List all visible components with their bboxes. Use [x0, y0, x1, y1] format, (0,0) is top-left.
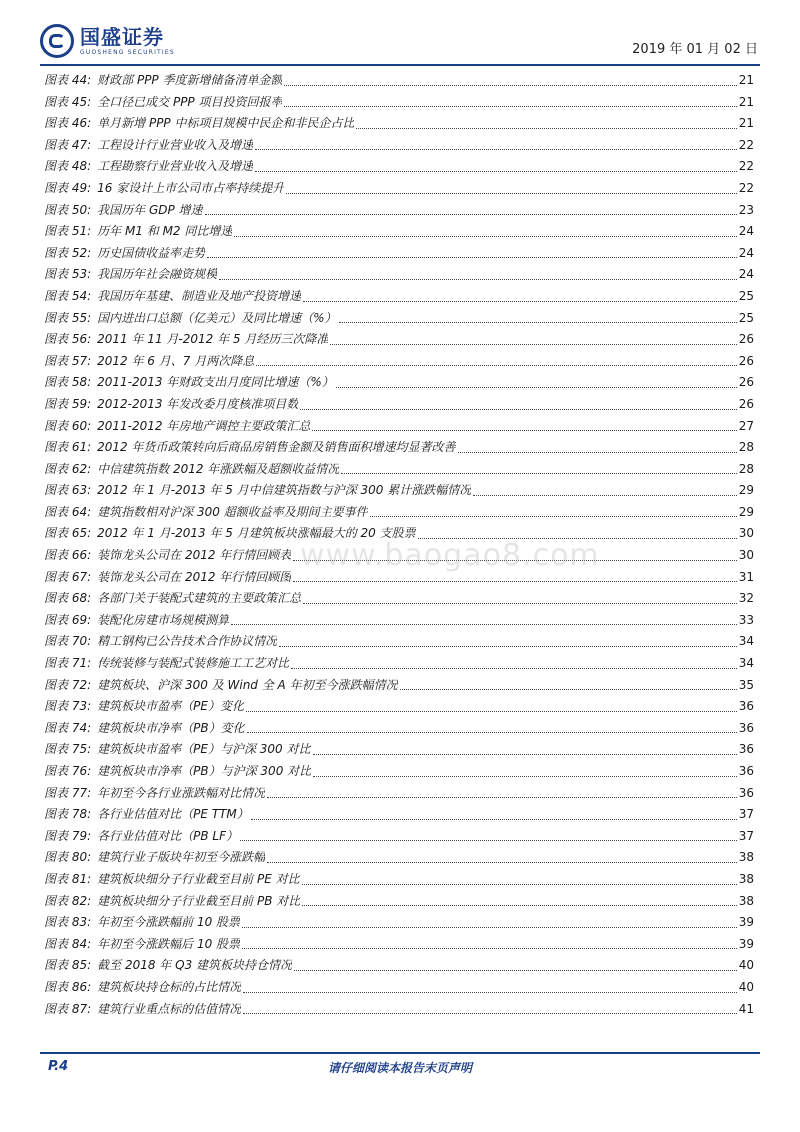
toc-dot-leader: [207, 257, 737, 258]
toc-entry[interactable]: [44, 955, 754, 977]
toc-entry[interactable]: [44, 264, 754, 286]
toc-dot-leader: [293, 581, 736, 582]
toc-entry-title: 2011-2013 年财政支出月度同比增速（%）: [97, 375, 334, 390]
toc-entry-page: 35: [738, 677, 754, 692]
toc-entry[interactable]: [44, 869, 754, 891]
toc-entry-page: 40: [738, 958, 754, 973]
toc-entry[interactable]: [44, 243, 754, 265]
toc-entry[interactable]: [44, 178, 754, 200]
toc-entry-title: 各部门关于装配式建筑的主要政策汇总: [97, 591, 302, 606]
toc-dot-leader: [242, 948, 737, 949]
toc-entry-page: 39: [738, 936, 754, 951]
toc-entry-number: 图表 67:: [44, 569, 92, 584]
toc-entry-title: 我国历年社会融资规模: [97, 267, 218, 282]
toc-dot-leader: [302, 884, 737, 885]
toc-entry-title: 国内进出口总额（亿美元）及同比增速（%）: [97, 310, 337, 325]
toc-entry-page: 22: [738, 137, 754, 152]
toc-entry[interactable]: [44, 696, 754, 718]
toc-dot-leader: [243, 992, 737, 993]
toc-entry-number: 图表 66:: [44, 548, 92, 563]
page-number: P.4: [48, 1059, 69, 1074]
toc-entry-page: 26: [738, 353, 754, 368]
toc-entry-number: 图表 58:: [44, 375, 92, 390]
toc-entry-number: 图表 46:: [44, 116, 92, 131]
toc-dot-leader: [284, 106, 736, 107]
toc-entry-number: 图表 82:: [44, 893, 92, 908]
toc-entry-title: 建筑板块市盈率（PE）与沪深 300 对比: [97, 742, 311, 757]
toc-entry-page: 24: [738, 267, 754, 282]
toc-entry-number: 图表 85:: [44, 958, 92, 973]
toc-entry-page: 38: [738, 871, 754, 886]
toc-entry-page: 33: [738, 612, 754, 627]
toc-entry-title: 年初至今涨跌幅后 10 股票: [97, 936, 241, 951]
toc-entry[interactable]: [44, 804, 754, 826]
toc-entry[interactable]: [44, 200, 754, 222]
toc-dot-leader: [300, 409, 736, 410]
logo-mark-icon: [40, 24, 74, 58]
toc-entry-number: 图表 57:: [44, 353, 92, 368]
toc-entry[interactable]: [44, 631, 754, 653]
toc-entry-page: 41: [738, 1001, 754, 1016]
toc-entry-title: 建筑行业子版块年初至今涨跌幅: [97, 850, 266, 865]
page-header: [40, 20, 760, 62]
toc-entry-page: 26: [738, 375, 754, 390]
toc-entry-title: 建筑板块、沪深 300 及 Wind 全 A 年初至今涨跌幅情况: [97, 677, 398, 692]
toc-dot-leader: [458, 452, 737, 453]
toc-entry-number: 图表 52:: [44, 245, 92, 260]
footer-disclaimer: 请仔细阅读本报告末页声明: [327, 1061, 472, 1075]
toc-entry-number: 图表 76:: [44, 764, 92, 778]
report-date: 2019 年 01 月 02 日: [632, 42, 758, 57]
toc-entry[interactable]: [44, 718, 754, 740]
toc-entry-number: 图表 60:: [44, 418, 92, 433]
toc-entry[interactable]: [44, 502, 754, 524]
toc-entry-title: 2012 年 1 月-2013 年 5 月中信建筑指数与沪深 300 累计涨跌幅情况: [97, 483, 472, 498]
toc-entry[interactable]: [44, 156, 754, 178]
toc-entry[interactable]: [44, 308, 754, 330]
toc-entry[interactable]: [44, 416, 754, 438]
toc-entry-page: 28: [738, 440, 754, 455]
toc-entry-page: 30: [738, 526, 754, 541]
toc-entry-title: 装饰龙头公司在 2012 年行情回顾图: [97, 569, 292, 584]
toc-entry-title: 历史国债收益率走势: [97, 245, 206, 260]
toc-entry-title: 建筑板块市盈率（PE）变化: [97, 699, 244, 714]
toc-entry-page: 31: [738, 569, 754, 584]
toc-entry[interactable]: [44, 826, 754, 848]
toc-entry[interactable]: [44, 675, 754, 697]
toc-entry[interactable]: [44, 394, 754, 416]
toc-entry-number: 图表 44:: [44, 73, 92, 87]
toc-entry-title: 各行业估值对比（PE TTM）: [97, 807, 249, 822]
toc-dot-leader: [336, 387, 737, 388]
toc-dot-leader: [219, 279, 737, 280]
toc-entry-page: 38: [738, 850, 754, 865]
toc-entry-title: 中信建筑指数 2012 年涨跌幅及超额收益情况: [97, 461, 340, 476]
toc-entry-page: 36: [738, 764, 754, 778]
toc-entry-number: 图表 69:: [44, 612, 92, 627]
toc-entry-page: 21: [738, 94, 754, 109]
toc-entry[interactable]: [44, 653, 754, 675]
toc-entry-page: 36: [738, 742, 754, 757]
toc-entry-page: 37: [738, 828, 754, 843]
toc-dot-leader: [234, 236, 736, 237]
toc-entry-title: 16 家设计上市公司市占率持续提升: [97, 180, 285, 195]
toc-entry-number: 图表 47:: [44, 137, 92, 152]
toc-entry-title: 2012 年 1 月-2013 年 5 月建筑板块涨幅最大的 20 支股票: [97, 526, 416, 541]
toc-entry-title: 装配化房建市场规模测算: [97, 612, 230, 627]
toc-entry-title: 我国历年 GDP 增速: [97, 202, 203, 217]
toc-entry-page: 26: [738, 396, 754, 411]
toc-entry[interactable]: [44, 135, 754, 157]
toc-dot-leader: [251, 819, 737, 820]
toc-entry-page: 37: [738, 807, 754, 822]
toc-entry-page: 26: [738, 332, 754, 347]
toc-entry-number: 图表 61:: [44, 440, 92, 455]
toc-entry[interactable]: [44, 221, 754, 243]
toc-entry-number: 图表 80:: [44, 850, 92, 865]
toc-entry[interactable]: [44, 329, 754, 351]
toc-dot-leader: [242, 927, 737, 928]
toc-entry[interactable]: [44, 113, 754, 135]
toc-entry[interactable]: [44, 610, 754, 632]
toc-entry-page: 29: [738, 504, 754, 519]
toc-entry[interactable]: [44, 847, 754, 869]
toc-dot-leader: [284, 85, 736, 86]
toc-entry[interactable]: [44, 891, 754, 913]
toc-dot-leader: [313, 776, 737, 777]
toc-entry-title: 工程勘察行业营业收入及增速: [97, 159, 254, 174]
toc-entry-title: 年初至今涨跌幅前 10 股票: [97, 915, 241, 930]
toc-dot-leader: [291, 668, 737, 669]
toc-entry[interactable]: [44, 588, 754, 610]
toc-entry-page: 36: [738, 699, 754, 714]
toc-entry-title: 建筑板块市净率（PB）与沪深 300 对比: [97, 764, 312, 778]
toc-entry-title: 工程设计行业营业收入及增速: [97, 137, 254, 152]
toc-entry-page: 28: [738, 461, 754, 476]
toc-entry-page: 38: [738, 893, 754, 908]
toc-entry-page: 40: [738, 979, 754, 994]
toc-entry-title: 建筑板块持仓标的占比情况: [97, 979, 242, 994]
toc-entry-number: 图表 84:: [44, 936, 92, 951]
toc-entry[interactable]: [44, 92, 754, 114]
toc-entry[interactable]: [44, 999, 754, 1021]
toc-dot-leader: [255, 149, 737, 150]
toc-dot-leader: [286, 193, 736, 194]
toc-dot-leader: [312, 430, 736, 431]
toc-entry-title: 建筑指数相对沪深 300 超额收益率及期间主要事件: [97, 504, 368, 519]
toc-entry-number: 图表 51:: [44, 224, 92, 239]
toc-dot-leader: [370, 516, 737, 517]
toc-entry[interactable]: [44, 761, 754, 783]
toc-entry-page: 24: [738, 245, 754, 260]
toc-dot-leader: [267, 862, 737, 863]
toc-entry-number: 图表 81:: [44, 871, 92, 886]
toc-entry-page: 32: [738, 591, 754, 606]
toc-entry-title: 建筑板块细分子行业截至目前 PB 对比: [97, 893, 301, 908]
toc-entry-page: 25: [738, 288, 754, 303]
toc-entry-title: 2011-2012 年房地产调控主要政策汇总: [97, 418, 311, 433]
toc-entry-title: 截至 2018 年 Q3 建筑板块持仓情况: [97, 958, 293, 973]
toc-entry[interactable]: [44, 480, 754, 502]
toc-entry[interactable]: [44, 437, 754, 459]
toc-entry-number: 图表 74:: [44, 720, 92, 735]
toc-entry-page: 23: [738, 202, 754, 217]
toc-entry-number: 图表 77:: [44, 785, 92, 800]
toc-entry-title: 我国历年基建、制造业及地产投资增速: [97, 288, 302, 303]
toc-entry-page: 27: [738, 418, 754, 433]
toc-dot-leader: [294, 970, 737, 971]
toc-dot-leader: [339, 322, 737, 323]
toc-entry-number: 图表 75:: [44, 742, 92, 757]
toc-entry[interactable]: [44, 934, 754, 956]
toc-entry-number: 图表 79:: [44, 828, 92, 843]
toc-entry[interactable]: [44, 372, 754, 394]
toc-entry-number: 图表 56:: [44, 332, 92, 347]
company-logo: [40, 20, 175, 62]
toc-entry-title: 单月新增 PPP 中标项目规模中民企和非民企占比: [97, 116, 355, 131]
toc-entry-number: 图表 54:: [44, 288, 92, 303]
toc-dot-leader: [247, 732, 737, 733]
toc-entry-number: 图表 65:: [44, 526, 92, 541]
toc-dot-leader: [302, 905, 736, 906]
toc-entry[interactable]: [44, 70, 754, 92]
toc-dot-leader: [473, 495, 736, 496]
toc-entry[interactable]: [44, 286, 754, 308]
toc-dot-leader: [313, 754, 737, 755]
toc-entry-title: 建筑板块细分子行业截至目前 PE 对比: [97, 871, 300, 886]
toc-entry-number: 图表 72:: [44, 677, 92, 692]
footer-divider: [40, 1052, 760, 1054]
toc-entry-number: 图表 48:: [44, 159, 92, 174]
toc-entry-number: 图表 78:: [44, 807, 92, 822]
toc-dot-leader: [341, 473, 736, 474]
toc-dot-leader: [255, 171, 737, 172]
toc-entry-title: 年初至今各行业涨跌幅对比情况: [97, 785, 266, 800]
toc-entry[interactable]: [44, 783, 754, 805]
toc-entry-title: 2012-2013 年发改委月度核准项目数: [97, 396, 299, 411]
toc-entry-number: 图表 87:: [44, 1001, 92, 1016]
toc-dot-leader: [267, 797, 737, 798]
toc-entry-title: 全口径已成交 PPP 项目投资回报率: [97, 94, 283, 109]
toc-dot-leader: [246, 711, 737, 712]
toc-entry[interactable]: [44, 912, 754, 934]
toc-dot-leader: [231, 624, 737, 625]
toc-dot-leader: [205, 214, 737, 215]
toc-entry-title: 精工钢构已公告技术合作协议情况: [97, 634, 278, 649]
toc-entry-number: 图表 71:: [44, 656, 92, 671]
toc-entry-number: 图表 55:: [44, 310, 92, 325]
toc-entry[interactable]: [44, 459, 754, 481]
toc-entry-title: 2011 年 11 月-2012 年 5 月经历三次降准: [97, 332, 329, 347]
logo-brand-en: GUOSHENG SECURITIES: [80, 48, 175, 56]
toc-entry-title: 传统装修与装配式装修施工工艺对比: [97, 656, 290, 671]
toc-entry-number: 图表 50:: [44, 202, 92, 217]
toc-dot-leader: [279, 646, 737, 647]
toc-dot-leader: [240, 840, 737, 841]
toc-entry-number: 图表 64:: [44, 504, 92, 519]
toc-entry-number: 图表 83:: [44, 915, 92, 930]
toc-entry-page: 36: [738, 785, 754, 800]
toc-dot-leader: [303, 301, 737, 302]
toc-entry-page: 30: [738, 548, 754, 563]
toc-entry-page: 24: [738, 224, 754, 239]
toc-entry-page: 25: [738, 310, 754, 325]
toc-entry-number: 图表 86:: [44, 979, 92, 994]
toc-entry-page: 21: [738, 73, 754, 87]
toc-dot-leader: [400, 689, 737, 690]
toc-entry-page: 29: [738, 483, 754, 498]
toc-dot-leader: [303, 603, 737, 604]
toc-entry-title: 建筑行业重点标的估值情况: [97, 1001, 242, 1016]
toc-entry-number: 图表 73:: [44, 699, 92, 714]
toc-entry[interactable]: [44, 739, 754, 761]
toc-entry-title: 装饰龙头公司在 2012 年行情回顾表: [97, 548, 292, 563]
toc-entry-page: 21: [738, 116, 754, 131]
toc-entry-page: 39: [738, 915, 754, 930]
toc-entry-number: 图表 45:: [44, 94, 92, 109]
toc-dot-leader: [330, 344, 736, 345]
toc-entry-number: 图表 49:: [44, 180, 92, 195]
toc-entry-page: 22: [738, 159, 754, 174]
toc-entry-title: 财政部 PPP 季度新增储备清单金额: [97, 73, 283, 87]
toc-entry-title: 2012 年货币政策转向后商品房销售金额及销售面积增速均显著改善: [97, 440, 456, 455]
watermark: www.baogao8.com: [300, 538, 600, 573]
toc-entry-number: 图表 70:: [44, 634, 92, 649]
toc-entry-title: 历年 M1 和 M2 同比增速: [97, 224, 233, 239]
toc-entry-title: 建筑板块市净率（PB）变化: [97, 720, 245, 735]
toc-entry-page: 36: [738, 720, 754, 735]
toc-entry-title: 各行业估值对比（PB LF）: [97, 828, 239, 843]
toc-dot-leader: [243, 1013, 737, 1014]
logo-brand-cn: 国盛证券: [80, 24, 164, 49]
toc-entry-number: 图表 62:: [44, 461, 92, 476]
toc-entry-number: 图表 63:: [44, 483, 92, 498]
toc-entry-page: 34: [738, 656, 754, 671]
toc-entry-number: 图表 68:: [44, 591, 92, 606]
toc-dot-leader: [256, 365, 737, 366]
toc-entry-number: 图表 59:: [44, 396, 92, 411]
toc-entry[interactable]: [44, 351, 754, 373]
toc-entry-page: 34: [738, 634, 754, 649]
header-divider: [40, 64, 760, 66]
toc-entry-page: 22: [738, 180, 754, 195]
toc-dot-leader: [356, 128, 736, 129]
toc-entry[interactable]: [44, 977, 754, 999]
toc-entry-number: 图表 53:: [44, 267, 92, 282]
toc-entry-title: 2012 年 6 月、7 月两次降息: [97, 353, 255, 368]
